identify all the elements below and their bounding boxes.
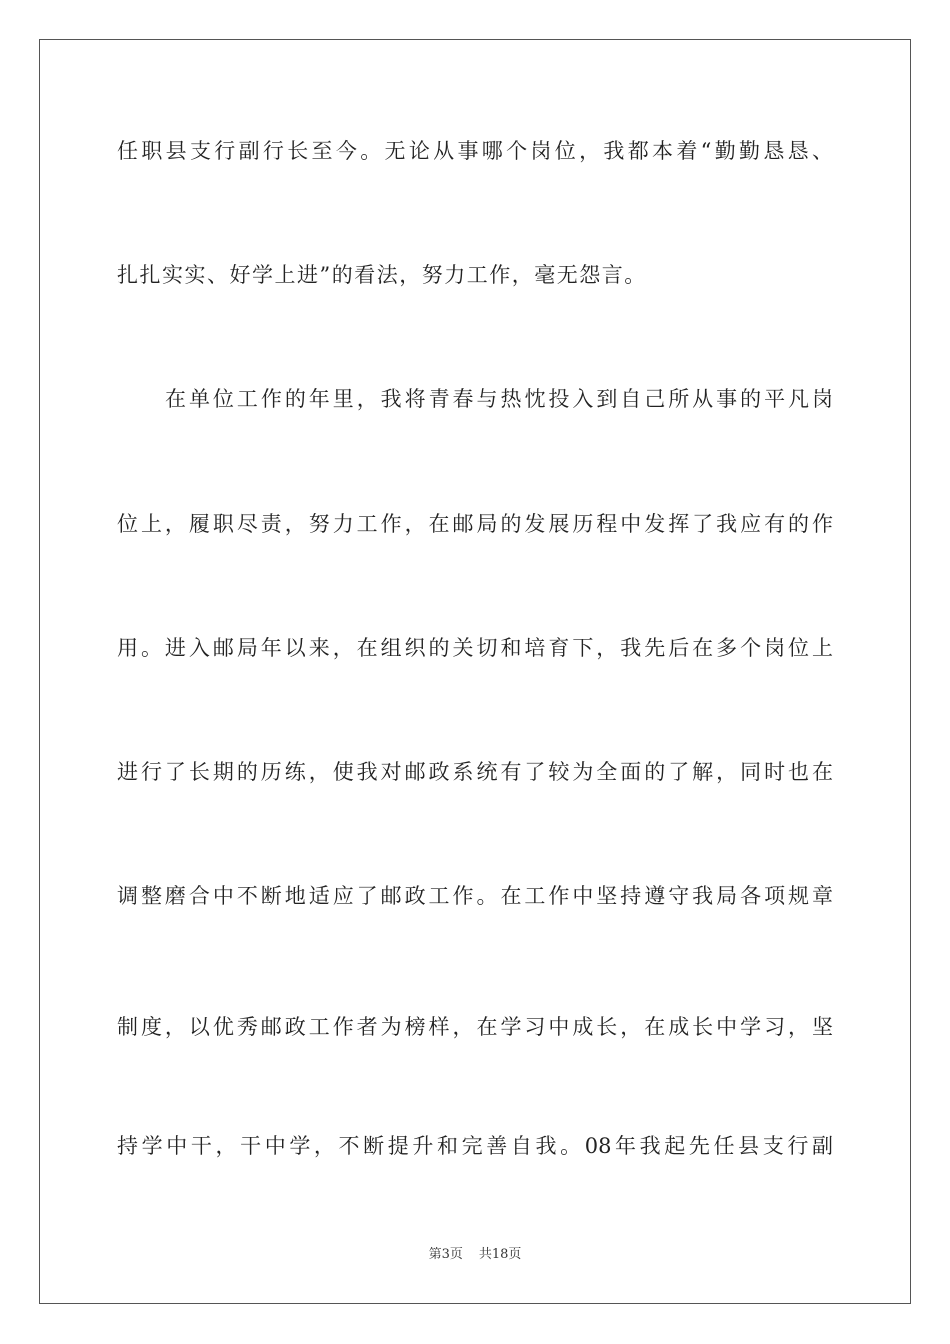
paragraph-line: 在单位工作的年里，我将青春与热忱投入到自己所从事的平凡岗	[165, 387, 833, 411]
paragraph-line: 持学中干，干中学，不断提升和完善自我。08年我起先任县支行副	[117, 1134, 833, 1158]
paragraph-line: 位上，履职尽责，努力工作，在邮局的发展历程中发挥了我应有的作	[117, 512, 833, 536]
page-border	[39, 39, 911, 1304]
page-total: 共18页	[478, 1247, 522, 1262]
paragraph-line: 任职县支行副行长至今。无论从事哪个岗位，我都本着“勤勤恳恳、	[117, 139, 833, 163]
page-number: 第3页	[428, 1247, 463, 1262]
page-footer	[0, 1247, 950, 1263]
paragraph-line: 制度，以优秀邮政工作者为榜样，在学习中成长，在成长中学习，坚	[117, 1015, 833, 1039]
paragraph-line: 调整磨合中不断地适应了邮政工作。在工作中坚持遵守我局各项规章	[117, 884, 833, 908]
paragraph-line: 进行了长期的历练，使我对邮政系统有了较为全面的了解，同时也在	[117, 760, 833, 784]
paragraph-line: 扎扎实实、好学上进”的看法，努力工作，毫无怨言。	[117, 263, 647, 287]
paragraph-line: 用。进入邮局年以来，在组织的关切和培育下，我先后在多个岗位上	[117, 636, 833, 660]
